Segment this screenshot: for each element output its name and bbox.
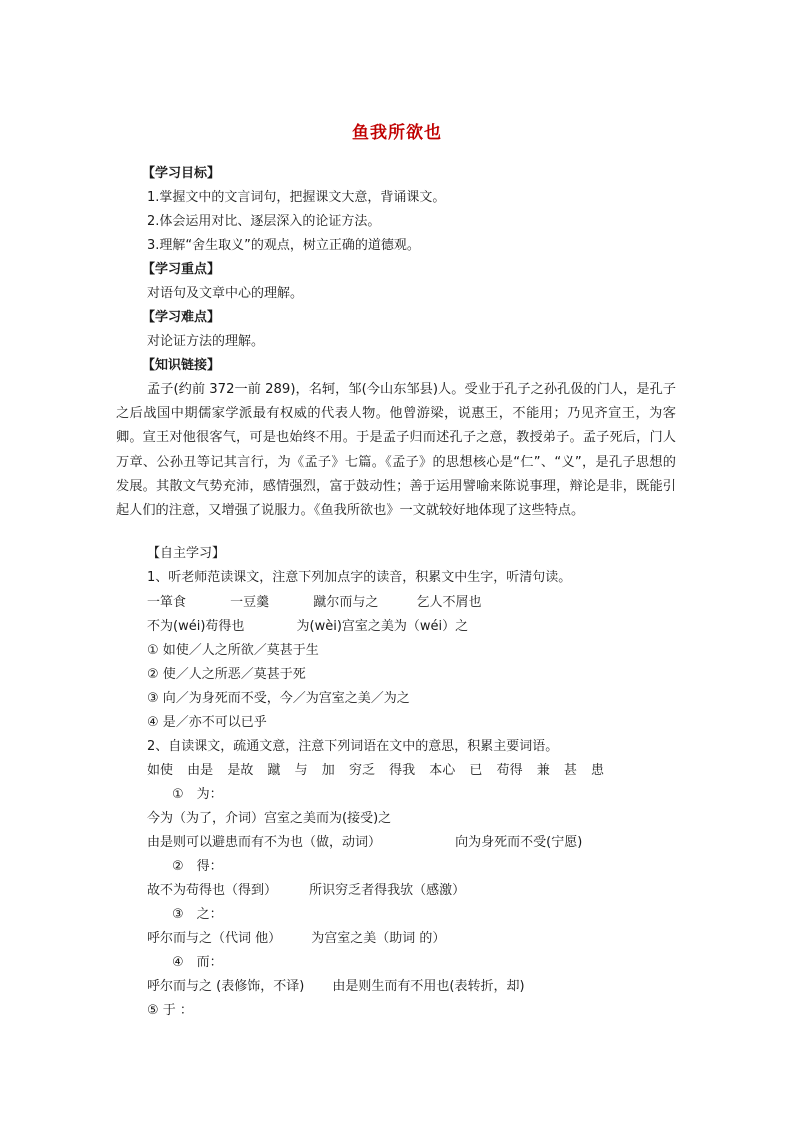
pause-1: ① 如使／人之所欲／莫甚于生 bbox=[147, 643, 319, 658]
word-1-example-b bbox=[147, 835, 582, 851]
document-title: 鱼我所欲也 bbox=[352, 123, 442, 143]
word-item: 一豆羹 bbox=[230, 595, 270, 610]
pronunciation-words bbox=[147, 595, 491, 611]
self-study-heading: 【自主学习】 bbox=[147, 546, 226, 561]
word-item: 是故 bbox=[227, 763, 254, 778]
word-1-example-c: 向为身死而不受(宁愿) bbox=[455, 835, 583, 850]
word-3-examples bbox=[147, 931, 445, 947]
pause-4: ④ 是／亦不可以已乎 bbox=[147, 715, 267, 730]
word-5-heading: ⑤ 于 ： bbox=[147, 1003, 193, 1018]
word-item: 甚 bbox=[563, 763, 577, 778]
word-item: 由是 bbox=[187, 763, 214, 778]
goals-heading: 【学习目标】 bbox=[142, 166, 221, 181]
word-4-example-b: 由是则生而有不用也(表转折，却) bbox=[332, 979, 525, 994]
pronunciation-line-2 bbox=[147, 619, 468, 635]
word-item: 乞人不屑也 bbox=[416, 595, 482, 610]
word-item: 患 bbox=[591, 763, 605, 778]
pronunciation-b: 为(wèi)宫室之美为（wéi）之 bbox=[296, 619, 469, 634]
word-4-example-a: 呼尔而与之 (表修饰，不译) bbox=[147, 979, 305, 994]
word-item: 本心 bbox=[429, 763, 456, 778]
task-2: 2、自读课文，疏通文意，注意下列词语在文中的意思，积累主要词语。 bbox=[147, 739, 559, 754]
word-1-example-b-text: 由是则可以避患而有不为也（做，动词） bbox=[147, 835, 382, 850]
word-item: 得我 bbox=[389, 763, 416, 778]
goal-1: 1.掌握文中的文言词句，把握课文大意，背诵课文。 bbox=[147, 190, 446, 205]
word-4-examples bbox=[147, 979, 525, 995]
difficulty-heading: 【学习难点】 bbox=[142, 310, 221, 325]
word-item: 与 bbox=[294, 763, 308, 778]
goal-2: 2.体会运用对比、逐层深入的论证方法。 bbox=[147, 214, 381, 229]
word-4-heading: ④ 而： bbox=[172, 955, 223, 970]
key-points-heading: 【学习重点】 bbox=[142, 262, 221, 277]
word-item: 加 bbox=[321, 763, 335, 778]
word-3-example-a: 呼尔而与之（代词 他） bbox=[147, 931, 282, 946]
key-points-text: 对语句及文章中心的理解。 bbox=[147, 286, 304, 301]
difficulty-text: 对论证方法的理解。 bbox=[147, 334, 265, 349]
word-item: 兼 bbox=[536, 763, 550, 778]
pause-3: ③ 向／为身死而不受，今／为宫室之美／为之 bbox=[147, 691, 410, 706]
word-item: 蹴尔而与之 bbox=[313, 595, 379, 610]
knowledge-link-paragraph: 孟子(约前 372一前 289)，名轲，邹(今山东邹县)人。受业于孔子之孙孔伋的门人，是孔子之后战国中期儒家学派最有权威的代表人物。他曾游梁，说惠王，不能用；乃见齐宣王，为客卿。宣王对他很客气，可是也始终不用。于是孟子归而述孔子之意，教授弟子。孟子死后，门人万章、公孙丑等记其言行，为《孟子》七篇。《孟子》的思想核心是“仁”、“义”，是孔子思想的发展。其散文气势充沛，感情强烈，富于鼓动性；善于运用譬喻来陈说事理，辩论是非，既能引起人们的注意，又增强了说服力。《鱼我所欲也》一文就较好地体现了这些特点。 bbox=[116, 382, 676, 519]
word-2-example-a: 故不为苟得也（得到） bbox=[147, 883, 278, 898]
word-2-example-b: 所识穷乏者得我欤（感激） bbox=[309, 883, 466, 898]
pause-2: ② 使／人之所恶／莫甚于死 bbox=[147, 667, 306, 682]
knowledge-link-heading: 【知识链接】 bbox=[142, 358, 221, 373]
word-1-heading: ① 为： bbox=[172, 787, 223, 802]
goal-3: 3.理解“舍生取义”的观点，树立正确的道德观。 bbox=[147, 238, 420, 253]
pronunciation-a: 不为(wéi)苟得也 bbox=[147, 619, 245, 634]
word-item: 苟得 bbox=[496, 763, 523, 778]
word-item: 蹴 bbox=[267, 763, 281, 778]
word-item: 穷乏 bbox=[348, 763, 375, 778]
vocabulary-words bbox=[147, 763, 614, 779]
word-3-example-b: 为宫室之美（助词 的） bbox=[311, 931, 446, 946]
word-2-examples bbox=[147, 883, 465, 899]
word-item: 一箪食 bbox=[147, 595, 187, 610]
word-2-heading: ② 得： bbox=[172, 859, 223, 874]
word-item: 已 bbox=[469, 763, 483, 778]
word-1-example-a: 今为（为了，介词）宫室之美而为(接受)之 bbox=[147, 811, 392, 826]
word-3-heading: ③ 之： bbox=[172, 907, 223, 922]
task-1: 1、听老师范读课文，注意下列加点字的读音，积累文中生字，听清句读。 bbox=[147, 570, 572, 585]
word-item: 如使 bbox=[147, 763, 174, 778]
